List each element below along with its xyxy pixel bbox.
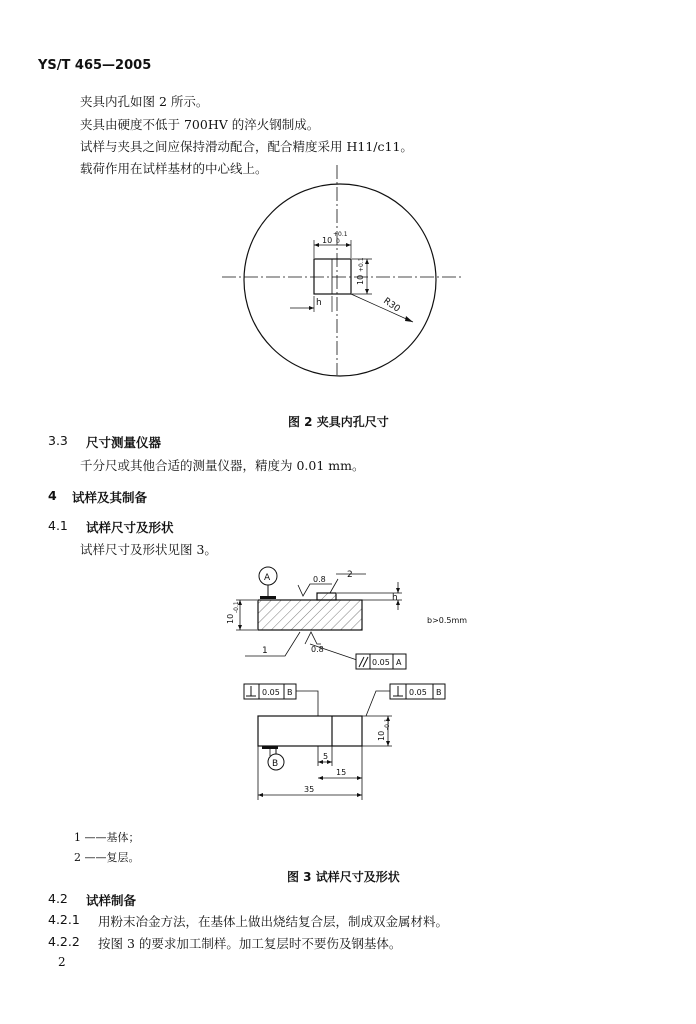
specimen-side-view	[258, 716, 362, 746]
fig3-dim-15: 15	[336, 768, 347, 777]
page-number: 2	[58, 955, 66, 969]
fig3-perp-right-datum: B	[436, 688, 442, 697]
legend-item-2: 2 ——复层。	[74, 851, 140, 864]
fig3-datum-b: B	[272, 759, 279, 769]
substrate-block	[258, 600, 362, 630]
section-3-3-number: 3.3	[48, 433, 68, 448]
section-4-number: 4	[48, 488, 57, 503]
coating-layer	[317, 593, 336, 600]
fig3-roughness-bottom: 0.8	[311, 645, 324, 654]
fig3-dim-10-top: 10	[226, 613, 235, 624]
section-4-1-body: 试样尺寸及形状见图 3。	[80, 542, 217, 557]
section-4-1-number: 4.1	[48, 518, 68, 533]
fig3-dim-10-side-tol: -0.1	[384, 718, 391, 730]
section-4-2-title: 试样制备	[86, 893, 137, 908]
fig3-dim-10-top-tol: -0.1	[233, 601, 240, 613]
fig3-parallel-datum: A	[396, 658, 402, 667]
fig3-parallel-tol: 0.05	[372, 658, 390, 667]
section-4-2-2-body: 按图 3 的要求加工制样。加工复层时不要伤及钢基体。	[98, 936, 402, 951]
section-4-title: 试样及其制备	[72, 490, 148, 505]
intro-line-3: 试样与夹具之间应保持滑动配合，配合精度采用 H11/c11。	[80, 139, 413, 154]
fig3-perp-right-tol: 0.05	[409, 688, 427, 697]
legend-item-1: 1 ——基体；	[74, 831, 140, 844]
fig2-width-tol-low: 0	[336, 238, 340, 245]
fig3-leader-1: 1	[262, 646, 268, 656]
intro-line-4: 载荷作用在试样基材的中心线上。	[80, 161, 268, 176]
fig2-h-label: h	[316, 298, 322, 308]
fig2-width-tol: +0.1	[333, 231, 348, 238]
fig3-roughness-top: 0.8	[313, 575, 326, 584]
fig2-radius-label: R30	[381, 296, 402, 315]
fig3-leader-2: 2	[347, 570, 353, 580]
intro-line-1: 夹具内孔如图 2 所示。	[80, 94, 209, 109]
fig2-height-value: 10	[356, 274, 365, 285]
section-3-3-body: 千分尺或其他合适的测量仪器，精度为 0.01 mm。	[80, 458, 365, 473]
figure-2-caption: 图 2 夹具内孔尺寸	[288, 415, 389, 429]
fig3-dim-5: 5	[323, 752, 329, 761]
figure-3-caption: 图 3 试样尺寸及形状	[287, 870, 400, 884]
section-4-2-1-body: 用粉末冶金方法，在基体上做出烧结复合层，制成双金属材料。	[98, 914, 449, 929]
intro-line-2: 夹具由硬度不低于 700HV 的淬火钢制成。	[80, 117, 320, 132]
fig3-datum-a: A	[264, 573, 271, 583]
fig3-h-label: h	[392, 593, 398, 603]
section-3-3-title: 尺寸测量仪器	[86, 435, 162, 450]
fig2-width-value: 10	[322, 236, 333, 245]
section-4-1-title: 试样尺寸及形状	[86, 520, 174, 535]
standard-number: YS/T 465—2005	[38, 58, 152, 73]
fig2-height-tol: +0.1	[358, 257, 365, 272]
fig3-note-b: b>0.5mm	[427, 616, 468, 625]
fig3-dim-10-side: 10	[377, 730, 386, 741]
section-4-2-number: 4.2	[48, 891, 68, 906]
fig3-perp-left-datum: B	[287, 688, 293, 697]
fig3-perp-left-tol: 0.05	[262, 688, 280, 697]
section-4-2-2-number: 4.2.2	[48, 934, 80, 949]
section-4-2-1-number: 4.2.1	[48, 912, 80, 927]
fig3-dim-35: 35	[304, 785, 315, 794]
